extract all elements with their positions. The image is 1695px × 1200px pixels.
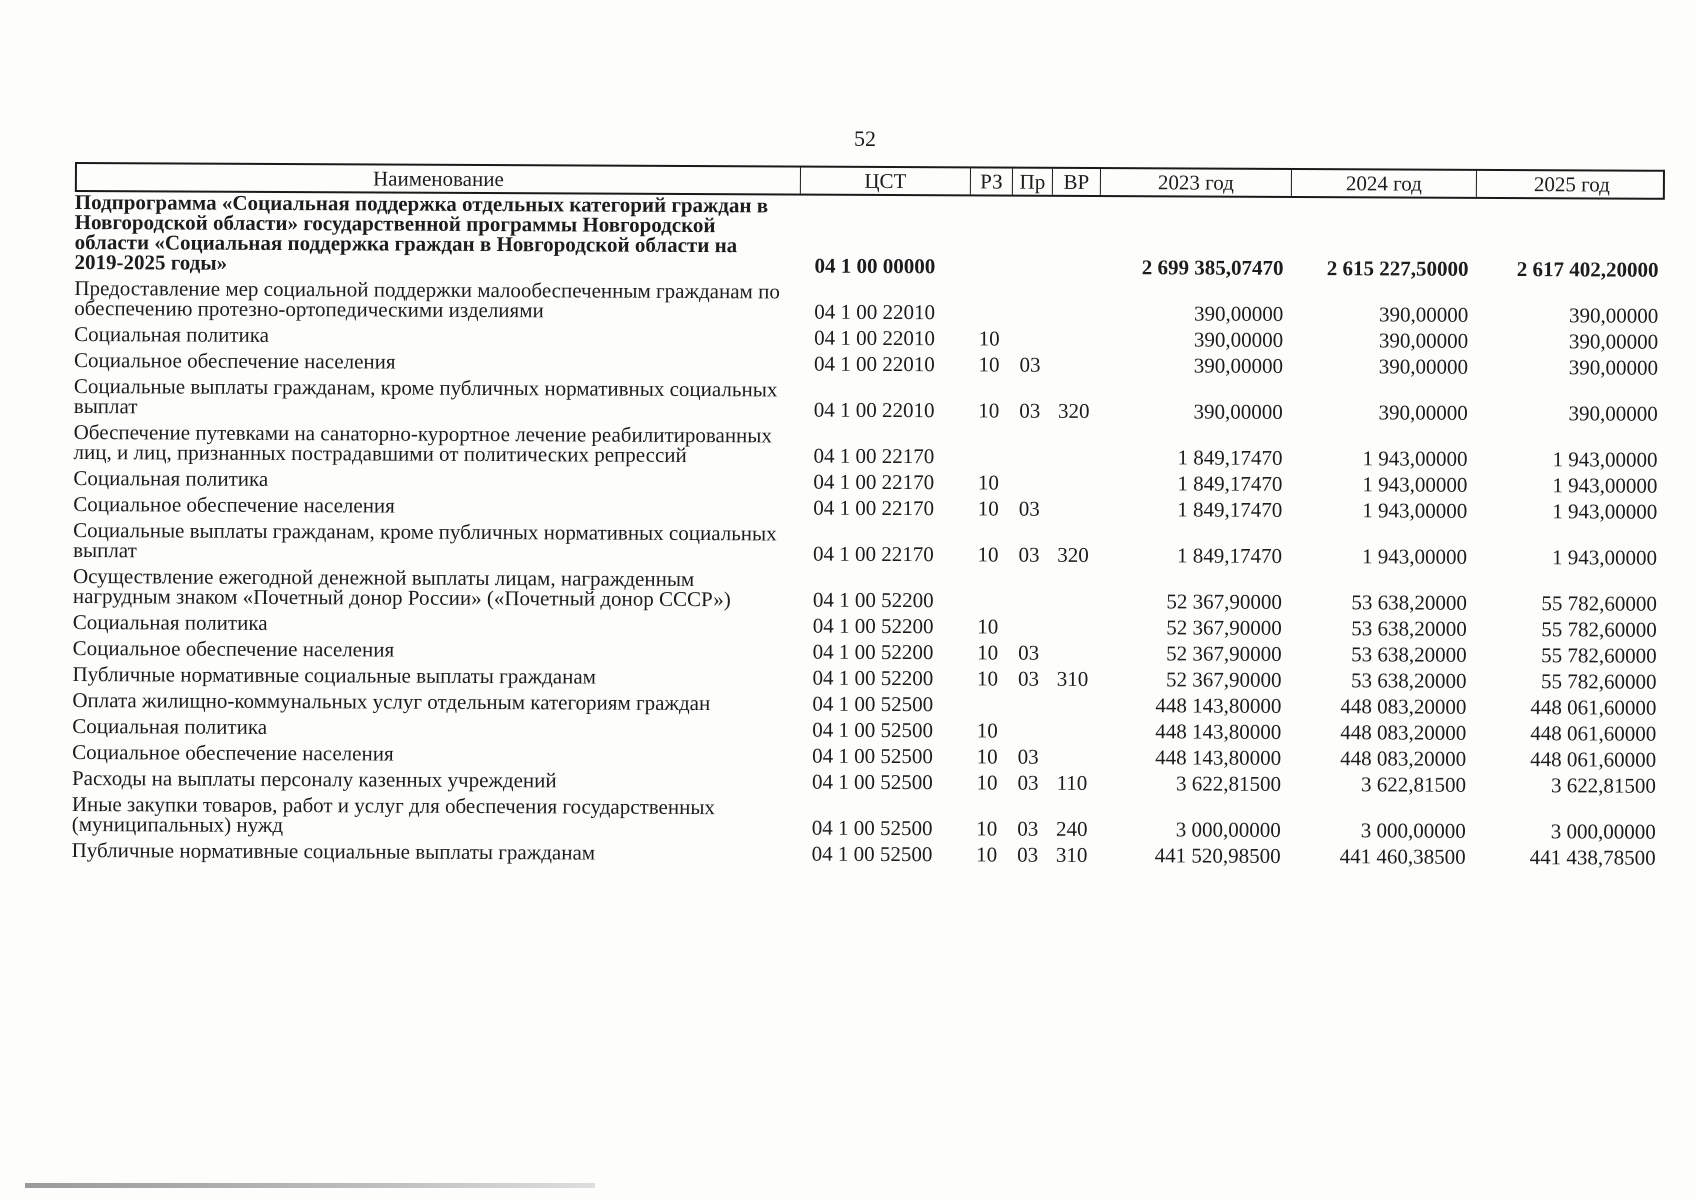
row-rz: 10 [976, 842, 998, 867]
row-2023: 2 699 385,07470 [1141, 255, 1284, 280]
row-2025: 390,00000 [1568, 303, 1659, 328]
row-code: 04 1 00 22170 [813, 443, 935, 469]
row-vr: 310 [1055, 842, 1088, 867]
row-code: 04 1 00 22010 [814, 325, 935, 351]
row-rz: 10 [977, 542, 999, 567]
row-2024: 448 083,20000 [1340, 694, 1467, 719]
row-2023: 1 849,17470 [1177, 445, 1283, 470]
row-2025: 1 943,00000 [1552, 545, 1658, 570]
header-rz: РЗ [971, 168, 1013, 194]
row-2023: 1 849,17470 [1177, 497, 1283, 522]
row-pr: 03 [1017, 842, 1039, 867]
row-2024: 3 000,00000 [1360, 818, 1466, 843]
row-2024: 53 638,20000 [1351, 616, 1467, 641]
row-name: Социальная политика [72, 713, 268, 739]
row-2024: 53 638,20000 [1351, 590, 1467, 615]
row-2025: 1 943,00000 [1552, 499, 1658, 524]
row-2023: 390,00000 [1193, 399, 1283, 424]
row-name: Обеспечение путевками на санаторно-курортное лечение реабилитированных лиц, и лиц, признанных пострадавшими от политических репрессий [73, 419, 773, 467]
row-vr: 320 [1057, 398, 1090, 423]
row-2025: 3 000,00000 [1550, 819, 1656, 844]
row-code: 04 1 00 52500 [812, 717, 934, 743]
header-name: Наименование [77, 164, 801, 194]
row-2024: 1 943,00000 [1362, 498, 1468, 523]
row-code: 04 1 00 52500 [811, 841, 933, 867]
header-vr: ВР [1053, 169, 1101, 195]
row-2023: 441 520,98500 [1154, 843, 1281, 868]
row-name: Социальная политика [72, 609, 268, 635]
row-rz: 10 [978, 398, 1000, 423]
row-rz: 10 [978, 352, 1000, 377]
row-pr: 03 [1017, 816, 1039, 841]
row-code: 04 1 00 22170 [813, 541, 934, 567]
row-2023: 390,00000 [1193, 353, 1284, 378]
row-name: Социальная политика [73, 465, 269, 491]
row-2025: 55 782,60000 [1540, 669, 1657, 694]
row-pr: 03 [1019, 398, 1041, 423]
row-code: 04 1 00 52200 [812, 613, 934, 639]
row-2023: 3 000,00000 [1175, 817, 1281, 842]
row-2023: 1 849,17470 [1177, 471, 1283, 496]
row-pr: 03 [1018, 496, 1040, 521]
table-row [73, 419, 1664, 476]
row-name: Осуществление ежегодной денежной выплаты лицам, награжденным нагрудным знаком «Почетный донор России» («Почетный донор СССР») [72, 563, 731, 612]
row-code: 04 1 00 52500 [812, 743, 933, 769]
row-name: Иные закупки товаров, работ и услуг для обеспечения государственных (муниципальных) нужд [71, 791, 716, 838]
row-code: 04 1 00 22170 [813, 469, 935, 495]
row-2023: 52 367,90000 [1166, 641, 1282, 666]
row-2025: 55 782,60000 [1541, 591, 1657, 616]
header-code: ЦСТ [801, 168, 971, 195]
row-2024: 390,00000 [1378, 302, 1469, 327]
row-vr: 310 [1056, 666, 1089, 691]
row-pr: 03 [1017, 666, 1040, 691]
row-pr: 03 [1019, 352, 1041, 377]
header-2023: 2023 год [1101, 169, 1292, 196]
page-number: 52 [854, 126, 876, 151]
row-rz: 10 [977, 496, 999, 521]
row-2023: 3 622,81500 [1175, 771, 1282, 796]
row-name: Социальное обеспечение населения [72, 635, 395, 662]
row-2024: 441 460,38500 [1339, 844, 1466, 869]
row-code: 04 1 00 52200 [812, 587, 934, 613]
row-code: 04 1 00 52200 [812, 665, 934, 691]
row-name: Публичные нормативные социальные выплаты гражданам [72, 661, 597, 689]
row-2024: 390,00000 [1378, 328, 1469, 353]
row-2025: 390,00000 [1568, 355, 1659, 380]
row-2025: 55 782,60000 [1541, 617, 1657, 642]
row-2025: 1 943,00000 [1552, 473, 1658, 498]
row-2023: 52 367,90000 [1166, 589, 1282, 614]
row-code: 04 1 00 52500 [812, 691, 934, 717]
row-name: Расходы на выплаты персоналу казенных учреждений [71, 765, 557, 793]
row-code: 04 1 00 22170 [813, 495, 935, 521]
row-2023: 390,00000 [1193, 327, 1284, 352]
row-2023: 448 143,80000 [1155, 745, 1282, 770]
row-2024: 1 943,00000 [1362, 472, 1468, 497]
row-rz: 10 [977, 614, 999, 639]
row-2023: 390,00000 [1193, 301, 1284, 326]
row-2025: 2 617 402,20000 [1516, 257, 1659, 282]
row-rz: 10 [976, 816, 998, 841]
row-name: Социальное обеспечение населения [73, 347, 396, 374]
row-code: 04 1 00 52500 [811, 769, 933, 795]
row-code: 04 1 00 52500 [811, 815, 933, 841]
row-name: Оплата жилищно-коммунальных услуг отдельным категориям граждан [72, 687, 711, 716]
row-2024: 3 622,81500 [1360, 772, 1467, 797]
row-2023: 1 849,17470 [1177, 543, 1283, 568]
budget-table [72, 162, 1665, 874]
row-2024: 448 083,20000 [1340, 720, 1467, 745]
row-pr: 03 [1017, 744, 1039, 769]
row-2024: 53 638,20000 [1351, 642, 1467, 667]
row-rz: 10 [977, 470, 1000, 495]
row-2025: 3 622,81500 [1550, 773, 1657, 798]
row-vr: 320 [1057, 542, 1089, 567]
row-name: Предоставление мер социальной поддержки малообеспеченным гражданам по обеспечению протезно-ортопедическими изделиями [74, 275, 780, 323]
row-code: 04 1 00 00000 [814, 253, 936, 279]
row-rz: 10 [976, 744, 998, 769]
row-2024: 2 615 227,50000 [1326, 256, 1469, 281]
row-2025: 1 943,00000 [1552, 447, 1658, 472]
row-2024: 1 943,00000 [1362, 544, 1468, 569]
row-2023: 448 143,80000 [1155, 719, 1282, 744]
table-row [72, 563, 1663, 620]
row-2025: 390,00000 [1568, 329, 1659, 354]
row-2025: 55 782,60000 [1541, 643, 1657, 668]
row-code: 04 1 00 52200 [812, 639, 934, 665]
row-pr: 03 [1018, 542, 1040, 567]
row-rz: 10 [976, 770, 998, 795]
row-pr: 03 [1018, 640, 1040, 665]
row-2025: 448 061,60000 [1530, 747, 1657, 772]
row-code: 04 1 00 22010 [813, 397, 935, 423]
row-2025: 448 061,60000 [1530, 695, 1657, 720]
row-name: Социальная политика [74, 321, 270, 347]
row-code: 04 1 00 22010 [814, 299, 936, 325]
row-2024: 390,00000 [1378, 400, 1468, 425]
row-name: Публичные нормативные социальные выплаты гражданам [71, 837, 596, 865]
row-2025: 448 061,60000 [1530, 721, 1657, 746]
row-2024: 1 943,00000 [1362, 446, 1468, 471]
row-name: Социальные выплаты гражданам, кроме публичных нормативных социальных выплат [73, 373, 778, 419]
row-2025: 390,00000 [1568, 401, 1658, 426]
row-name: Социальное обеспечение населения [72, 739, 394, 766]
row-rz: 10 [976, 666, 999, 691]
scan-edge-strip [25, 1183, 595, 1188]
row-name: Социальное обеспечение населения [73, 491, 395, 518]
header-2024: 2024 год [1292, 170, 1477, 197]
row-rz: 10 [977, 640, 999, 665]
row-2025: 441 438,78500 [1529, 845, 1656, 870]
row-rz: 10 [976, 718, 998, 743]
row-vr: 240 [1055, 816, 1088, 841]
row-pr: 03 [1017, 770, 1039, 795]
row-2024: 448 083,20000 [1340, 746, 1467, 771]
row-rz: 10 [978, 326, 1000, 351]
row-2023: 448 143,80000 [1155, 693, 1282, 718]
table-row [74, 189, 1664, 286]
row-2023: 52 367,90000 [1165, 667, 1282, 692]
row-2023: 52 367,90000 [1166, 615, 1282, 640]
table-row [71, 837, 1662, 874]
row-2024: 53 638,20000 [1350, 668, 1467, 693]
header-2025: 2025 год [1533, 172, 1610, 197]
table-row [74, 275, 1664, 332]
row-vr: 110 [1056, 770, 1088, 795]
row-2024: 390,00000 [1378, 354, 1469, 379]
header-pr: Пр [1013, 169, 1053, 195]
row-code: 04 1 00 22010 [813, 351, 935, 377]
row-name: Подпрограмма «Социальная поддержка отдельных категорий граждан в Новгородской области» государственной программы Новгородской области «Социальная поддержка граждан в Новгородской области на 2019-2025 годы» [74, 189, 769, 275]
row-name: Социальные выплаты гражданам, кроме публичных нормативных социальных выплат [73, 517, 777, 563]
